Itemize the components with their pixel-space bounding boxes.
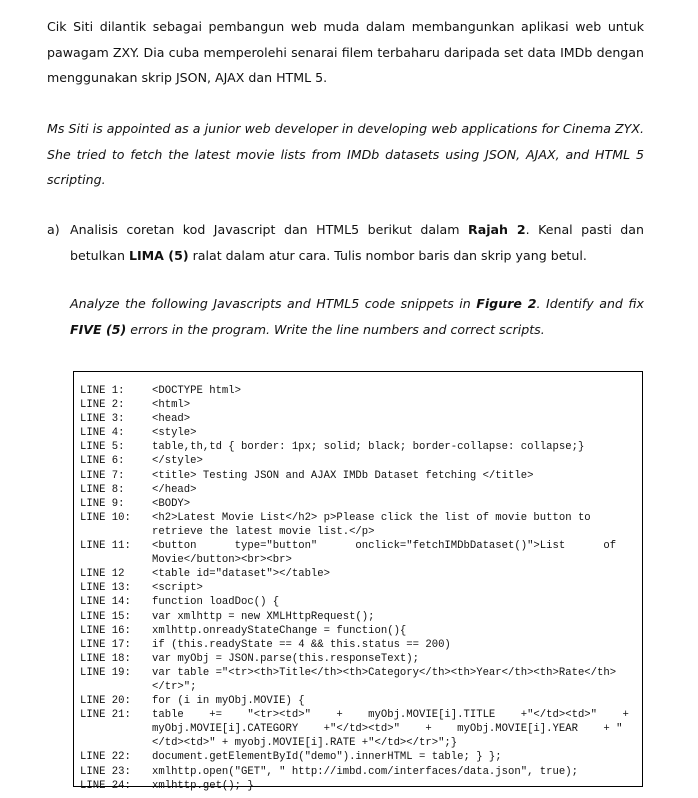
line-code: document.getElementById("demo").innerHTML = table; } }; (152, 751, 502, 764)
line-number: LINE 16: (80, 624, 131, 637)
q-english-count: FIVE (5) (70, 322, 127, 337)
code-line (80, 694, 638, 708)
code-line (80, 666, 638, 694)
code-line (80, 779, 638, 793)
line-code: <button type="button" onclick="fetchIMDbDataset()">List of Movie</button><br><br> (152, 540, 623, 567)
line-number: LINE 15: (80, 610, 131, 623)
line-number: LINE 7: (80, 469, 125, 482)
q-malay-post: ralat dalam atur cara. Tulis nombor baris dan skrip yang betul. (188, 247, 587, 263)
line-code: <h2>Latest Movie List</h2> p>Please click the list of movie button to retrieve the latest movie list.</p> (152, 511, 598, 538)
question-intro-english: Ms Siti is appointed as a junior web developer in developing web applications for Cinema ZYX. She tried to fetch the latest movie lists from IMDb datasets using JSON, AJAX, and HTML 5 scripting. (47, 121, 644, 187)
line-code: var xmlhttp = new XMLHttpRequest(); (152, 610, 375, 623)
q-english-post: errors in the program. Write the line numbers and correct scripts. (126, 322, 545, 337)
code-line (80, 497, 638, 511)
line-code: <BODY> (152, 497, 191, 510)
line-number: LINE 13: (80, 582, 131, 595)
line-number: LINE 22: (80, 751, 131, 764)
q-malay-pre: Analisis coretan kod Javascript dan HTML5 berikut dalam (70, 222, 469, 237)
code-line (80, 539, 638, 567)
code-listing-box (73, 371, 643, 792)
line-number: LINE 14: (80, 596, 131, 609)
line-number: LINE 10: (80, 511, 131, 524)
code-line (80, 412, 638, 426)
code-line (80, 440, 638, 454)
line-number: LINE 8: (80, 483, 125, 496)
line-code: </style> (152, 455, 203, 468)
line-code: table,th,td { border: 1px; solid; black; border-collapse: collapse;} (152, 441, 585, 454)
q-malay-count: LIMA (5) (128, 247, 189, 263)
line-number: LINE 12 (80, 568, 125, 581)
line-number: LINE 2: (80, 399, 125, 412)
line-code: var myObj = JSON.parse(this.responseText); (152, 652, 420, 665)
line-number: LINE 4: (80, 427, 125, 440)
code-line (80, 610, 638, 624)
line-code: if (this.readyState == 4 && this.status == 200) (152, 638, 451, 651)
line-code: for (i in myObj.MOVIE) { (152, 695, 305, 708)
line-number: LINE 5: (80, 441, 125, 454)
question-label: a) (47, 222, 60, 237)
code-line (80, 595, 638, 609)
line-code: <style> (152, 427, 197, 440)
line-number: LINE 23: (80, 765, 131, 778)
line-code: xmlhttp.get(); } (152, 779, 254, 792)
question-a-english (70, 291, 644, 343)
q-malay-mid: . Kenal pasti dan betulkan (70, 222, 644, 263)
q-english-figure-ref: Figure 2 (476, 296, 537, 311)
code-line (80, 567, 638, 581)
line-number: LINE 3: (80, 413, 125, 426)
line-code: <table id="dataset"></table> (152, 568, 331, 581)
question-a-malay-text (70, 217, 644, 268)
q-english-pre: Analyze the following Javascripts and HTML5 code snippets in (70, 296, 477, 311)
code-line (80, 454, 638, 468)
code-line (80, 638, 638, 652)
code-listing (80, 384, 638, 793)
line-number: LINE 20: (80, 695, 131, 708)
code-line (80, 765, 638, 779)
line-number: LINE 17: (80, 638, 131, 651)
line-number: LINE 6: (80, 455, 125, 468)
line-number: LINE 1: (80, 385, 125, 397)
code-line (80, 581, 638, 595)
question-a-malay (47, 217, 644, 268)
code-line (80, 384, 638, 398)
code-line (80, 624, 638, 638)
code-line (80, 750, 638, 764)
line-number: LINE 19: (80, 666, 131, 679)
line-number: LINE 21: (80, 709, 131, 722)
line-number: LINE 18: (80, 652, 131, 665)
line-code: xmlhttp.onreadyStateChange = function(){ (152, 624, 407, 637)
line-code: var table ="<tr><th>Title</th><th>Category</th><th>Year</th><th>Rate</th></tr>"; (152, 666, 617, 693)
line-code: <title> Testing JSON and AJAX IMDb Dataset fetching </title> (152, 469, 534, 482)
question-intro-malay: Cik Siti dilantik sebagai pembangun web muda dalam membangunkan aplikasi web untuk pawagam ZXY. Dia cuba memperolehi senarai filem terbaharu daripada set data IMDb dengan menggunakan skrip JSON, AJAX dan HTML 5. (47, 19, 644, 85)
line-code: xmlhttp.open("GET", " http://imbd.com/interfaces/data.json", true); (152, 765, 578, 778)
code-line (80, 469, 638, 483)
code-line (80, 511, 638, 539)
line-number: LINE 11: (80, 540, 131, 553)
line-code: table += "<tr><td>" + myObj.MOVIE[i].TITLE +"</td><td>" + myObj.MOVIE[i].CATEGORY +"</td><td>" + myObj.MOVIE[i].YEAR + "</td><td>" + myobj.MOVIE[i].RATE +"</td></tr>";} (152, 709, 636, 750)
code-line (80, 708, 638, 750)
line-number: LINE 24: (80, 779, 131, 792)
q-malay-figure-ref: Rajah 2 (468, 222, 526, 237)
line-code: <DOCTYPE html> (152, 385, 242, 397)
line-code: </head> (152, 483, 197, 496)
line-code: <html> (152, 399, 191, 412)
q-english-mid: . Identify and fix (536, 296, 644, 311)
line-code: function loadDoc() { (152, 596, 280, 609)
code-line (80, 652, 638, 666)
code-line (80, 483, 638, 497)
line-code: <script> (152, 582, 203, 595)
code-line (80, 426, 638, 440)
code-line (80, 398, 638, 412)
line-number: LINE 9: (80, 497, 125, 510)
line-code: <head> (152, 413, 191, 426)
